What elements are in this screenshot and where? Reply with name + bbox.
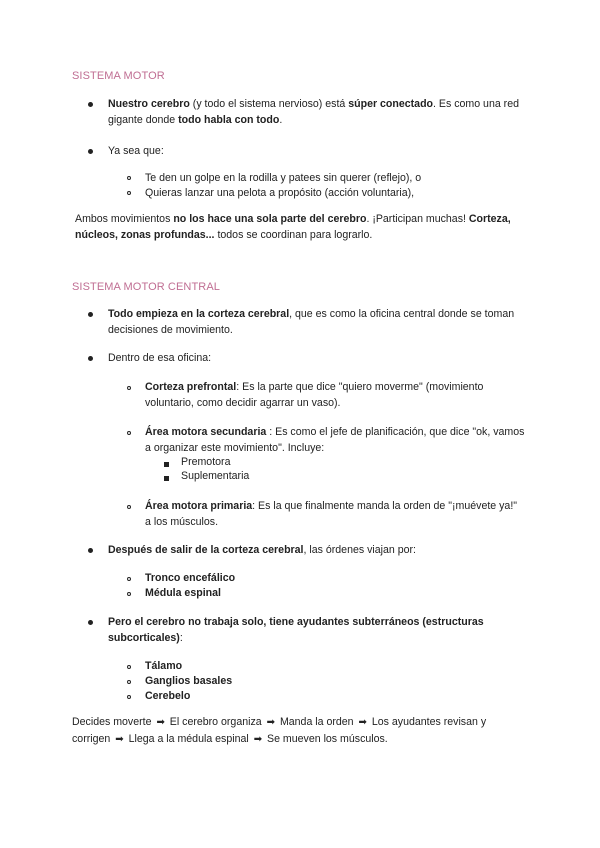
sub-item-cerebelo: Cerebelo (145, 690, 191, 702)
bullet-dot (88, 312, 93, 317)
sub-sub-bullet-square (164, 462, 169, 467)
sub-item-talamo: Tálamo (145, 660, 183, 672)
sub-item-voluntaria: Quieras lanzar una pelota a propósito (acción voluntaria), (145, 187, 415, 199)
arrow-right-icon: ➡ (266, 717, 275, 728)
sub-item-area-motora-secundaria: Área motora secundaria : Es como el jefe de planificación, que dice "ok, vamos a organizar este movimiento". Incluye: (145, 426, 525, 454)
sub-item-reflejo: Te den un golpe en la rodilla y patees sin querer (reflejo), o (145, 172, 422, 184)
sub-bullet-circle (127, 695, 131, 699)
sub-item-tronco-encefalico: Tronco encefálico (145, 572, 236, 584)
arrow-right-icon: ➡ (358, 717, 367, 728)
bullet-dot (88, 548, 93, 553)
sub-sub-bullet-square (164, 476, 169, 481)
paragraph-ambos-movimientos: Ambos movimientos no los hace una sola parte del cerebro. ¡Participan muchas! Corteza, núcleos, zonas profundas... todos se coordinan para lograrlo. (75, 213, 511, 241)
bullet-dot (88, 149, 93, 154)
bullet-nuestro-cerebro: Nuestro cerebro (y todo el sistema nervioso) está súper conectado. Es como una red gigante donde todo habla con todo. (108, 98, 519, 126)
arrow-right-icon: ➡ (115, 734, 124, 745)
arrow-right-icon: ➡ (156, 717, 165, 728)
bullet-dentro-oficina: Dentro de esa oficina: (108, 352, 212, 364)
sub-item-medula-espinal: Médula espinal (145, 587, 221, 599)
sub-bullet-circle (127, 577, 131, 581)
sub-bullet-circle (127, 431, 131, 435)
bullet-ya-sea-que: Ya sea que: (108, 145, 164, 157)
sub-bullet-circle (127, 386, 131, 390)
sub-bullet-circle (127, 665, 131, 669)
bullet-dot (88, 102, 93, 107)
flow-summary: Decides moverte ➡ El cerebro organiza ➡ Manda la orden ➡ Los ayudantes revisan y corrigen ➡ Llega a la médula espinal ➡ Se mueven los músculos. (72, 714, 522, 748)
arrow-right-icon: ➡ (253, 734, 263, 745)
sub-sub-item-suplementaria: Suplementaria (181, 470, 250, 482)
sub-bullet-circle (127, 191, 131, 195)
bullet-ayudantes-subterraneos: Pero el cerebro no trabaja solo, tiene ayudantes subterráneos (estructuras subcorticales): (108, 616, 484, 644)
sub-item-corteza-prefrontal: Corteza prefrontal: Es la parte que dice "quiero moverme" (movimiento voluntario, como decidir agarrar un vaso). (145, 381, 484, 409)
bullet-despues-corteza: Después de salir de la corteza cerebral, las órdenes viajan por: (108, 544, 416, 556)
sub-bullet-circle (127, 176, 131, 180)
section-heading-sistema-motor-central: SISTEMA MOTOR CENTRAL (72, 281, 220, 293)
sub-bullet-circle (127, 505, 131, 509)
bullet-corteza-cerebral: Todo empieza en la corteza cerebral, que es como la oficina central donde se toman decisiones de movimiento. (108, 308, 515, 336)
bullet-dot (88, 620, 93, 625)
sub-bullet-circle (127, 680, 131, 684)
sub-item-ganglios-basales: Ganglios basales (145, 675, 233, 687)
sub-sub-item-premotora: Premotora (181, 456, 231, 468)
sub-bullet-circle (127, 592, 131, 596)
section-heading-sistema-motor: SISTEMA MOTOR (72, 70, 165, 82)
sub-item-area-motora-primaria: Área motora primaria: Es la que finalmente manda la orden de "¡muévete ya!" a los músculos. (145, 500, 518, 528)
bullet-dot (88, 356, 93, 361)
